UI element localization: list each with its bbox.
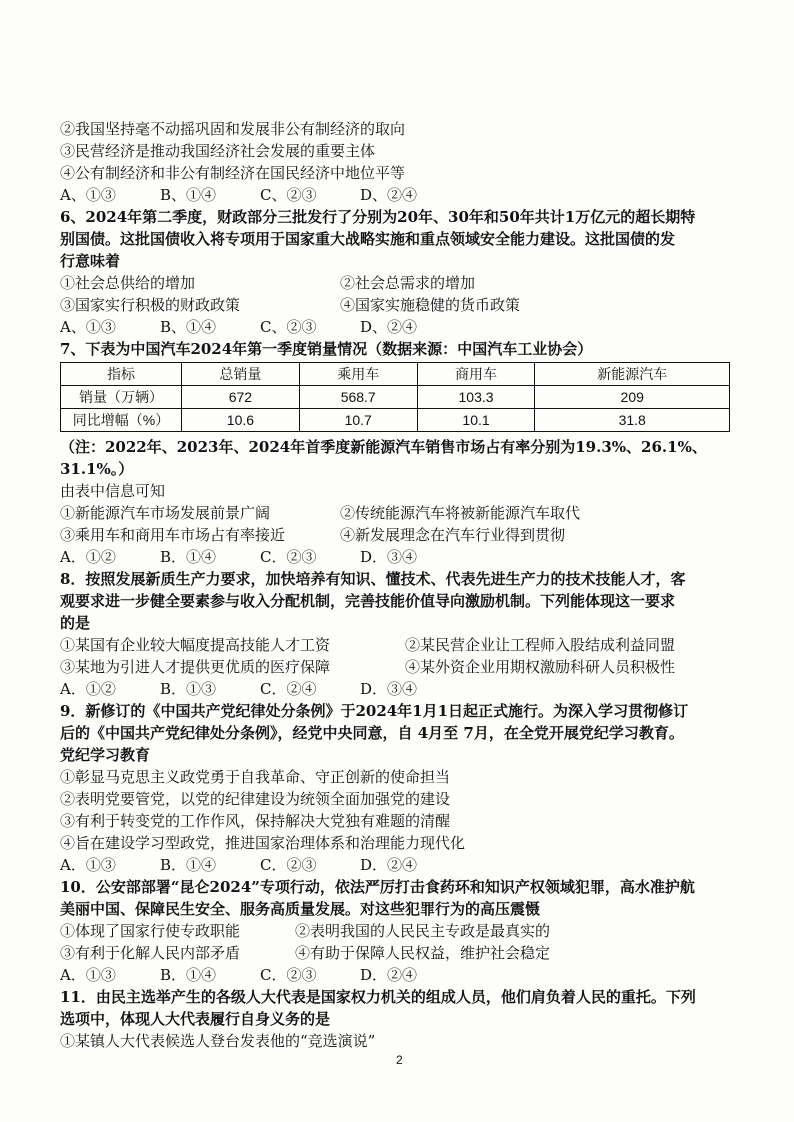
- q8-stem-line-2: 观要求进一步健全要素参与收入分配机制，完善技能价值导向激励机制。下列能体现这一要求: [60, 592, 676, 610]
- table-row: [61, 409, 730, 432]
- q9-option-d: D．②④: [360, 856, 418, 874]
- q10-statement-1: ①体现了国家行使专政职能: [60, 922, 241, 940]
- q8-statements-row-2: [60, 656, 750, 678]
- q7-option-b: B．①④: [160, 548, 217, 566]
- q6-statement-4: ④国家实施稳健的货币政策: [340, 296, 521, 314]
- q11-stem-line-1: 11．由民主选举产生的各级人大代表是国家权力机关的组成人员，他们肩负着人民的重托。下列: [60, 988, 696, 1006]
- table-header: 指标: [61, 363, 182, 386]
- table-cell: 103.3: [417, 386, 535, 409]
- q6-options: [60, 316, 750, 338]
- q10-stem-line-2: 美丽中国、保障民生安全、服务高质量发展。对这些犯罪行为的高压震慑: [60, 900, 541, 918]
- table-cell: 672: [182, 386, 300, 409]
- q11-stem-line-2: 选项中，体现人大代表履行自身义务的是: [60, 1010, 331, 1028]
- q9-statement-2: ②表明党要管党，以党的纪律建设为统领全面加强党的建设: [60, 790, 451, 808]
- q9-statement-1: ①彰显马克思主义政党勇于自我革命、守正创新的使命担当: [60, 768, 451, 786]
- q6-stem-line-1: 6、2024年第二季度，财政部分三批发行了分别为20年、30年和50年共计1万亿元的超长期特: [60, 208, 696, 226]
- q8-statements-row-1: [60, 634, 750, 656]
- table-cell: 销量（万辆）: [61, 386, 182, 409]
- q5-option-c: C、②③: [260, 186, 317, 204]
- q6-option-b: B、①④: [160, 318, 217, 336]
- q8-statement-4: ④某外资企业用期权激励科研人员积极性: [405, 658, 676, 676]
- q8-stem-line-1: 8．按照发展新质生产力要求，加快培养有知识、懂技术、代表先进生产力的技术技能人才，客: [60, 570, 686, 588]
- table-header-row: [61, 363, 730, 386]
- q10-statement-2: ②表明我国的人民民主专政是最真实的: [295, 922, 551, 940]
- q9-option-b: B．①④: [160, 856, 217, 874]
- q7-note-line-1: （注：2022年、2023年、2024年首季度新能源汽车销售市场占有率分别为19.3%、26.1%、: [60, 438, 707, 456]
- q10-statement-3: ③有利于化解人民内部矛盾: [60, 944, 241, 962]
- q11-statement-1: ①某镇人大代表候选人登台发表他的“竞选演说”: [60, 1032, 376, 1050]
- q9-option-c: C．②③: [260, 856, 317, 874]
- table-cell: 209: [535, 386, 730, 409]
- q7-statement-2: ②传统能源汽车将被新能源汽车取代: [340, 504, 581, 522]
- q7-statements-row-1: [60, 502, 750, 524]
- q9-statement-4: ④旨在建设学习型政党，推进国家治理体系和治理能力现代化: [60, 834, 466, 852]
- q7-options: [60, 546, 750, 568]
- q8-statement-2: ②某民营企业让工程师入股结成利益同盟: [405, 636, 676, 654]
- q8-option-a: A．①②: [60, 680, 116, 698]
- q7-statement-4: ④新发展理念在汽车行业得到贯彻: [340, 526, 566, 544]
- q7-statement-3: ③乘用车和商用车市场占有率接近: [60, 526, 286, 544]
- q10-option-a: A．①③: [60, 966, 116, 984]
- q6-option-a: A、①③: [60, 318, 116, 336]
- table-header: 乘用车: [299, 363, 417, 386]
- q8-statement-1: ①某国有企业较大幅度提高技能人才工资: [60, 636, 331, 654]
- q9-stem-line-1: 9．新修订的《中国共产党纪律处分条例》于2024年1月1日起正式施行。为深入学习贯彻修订: [60, 702, 689, 720]
- q10-option-c: C．②③: [260, 966, 317, 984]
- q8-option-c: C．②④: [260, 680, 317, 698]
- q7-sales-table: [60, 362, 730, 432]
- q7-option-d: D．③④: [360, 548, 418, 566]
- table-row: [61, 386, 730, 409]
- q6-stem-line-3: 行意味着: [60, 252, 121, 270]
- q9-options: [60, 854, 750, 876]
- q7-note-line-2: 31.1%。）: [60, 460, 134, 478]
- q8-option-b: B．①③: [160, 680, 217, 698]
- table-cell: 10.6: [182, 409, 300, 432]
- table-cell: 568.7: [299, 386, 417, 409]
- q6-option-d: D、②④: [360, 318, 418, 336]
- table-cell: 10.7: [299, 409, 417, 432]
- page-number: 2: [396, 1053, 403, 1067]
- q5-statement-4: ④公有制经济和非公有制经济在国民经济中地位平等: [60, 164, 406, 182]
- table-header: 商用车: [417, 363, 535, 386]
- q10-statements-row-1: [60, 920, 750, 942]
- table-header: 新能源汽车: [535, 363, 730, 386]
- q7-statements-row-2: [60, 524, 750, 546]
- q5-option-b: B、①④: [160, 186, 217, 204]
- q6-option-c: C、②③: [260, 318, 317, 336]
- q10-option-d: D．②④: [360, 966, 418, 984]
- q8-options: [60, 678, 750, 700]
- q6-statement-1: ①社会总供给的增加: [60, 274, 196, 292]
- q10-statements-row-2: [60, 942, 750, 964]
- q5-statement-2: ②我国坚持毫不动摇巩固和发展非公有制经济的取向: [60, 120, 406, 138]
- q8-stem-line-3: 的是: [60, 614, 91, 632]
- q6-statement-2: ②社会总需求的增加: [340, 274, 476, 292]
- q9-option-a: A．①③: [60, 856, 116, 874]
- q7-option-a: A．①②: [60, 548, 116, 566]
- q6-statements-row-2: [60, 294, 750, 316]
- q7-lead: 由表中信息可知: [60, 482, 166, 500]
- q9-stem-line-3: 党纪学习教育: [60, 746, 151, 764]
- q10-options: [60, 964, 750, 986]
- q9-stem-line-2: 后的《中国共产党纪律处分条例》，经党中央同意，自 4月至 7月，在全党开展党纪学习教育。: [60, 724, 684, 742]
- table-cell: 10.1: [417, 409, 535, 432]
- q5-option-d: D、②④: [360, 186, 418, 204]
- q5-statement-3: ③民营经济是推动我国经济社会发展的重要主体: [60, 142, 376, 160]
- q6-stem-line-2: 别国债。这批国债收入将专项用于国家重大战略实施和重点领域安全能力建设。这批国债的发: [60, 230, 676, 248]
- exam-page: [60, 118, 750, 1052]
- q8-option-d: D．③④: [360, 680, 418, 698]
- q10-stem-line-1: 10．公安部部署“昆仑2024”专项行动，依法严厉打击食药环和知识产权领域犯罪，高水准护航: [60, 878, 695, 896]
- q6-statements-row-1: [60, 272, 750, 294]
- table-cell: 同比增幅（%）: [61, 409, 182, 432]
- table-header: 总销量: [182, 363, 300, 386]
- q5-options: [60, 184, 750, 206]
- q10-statement-4: ④有助于保障人民权益，维护社会稳定: [295, 944, 551, 962]
- q10-option-b: B．①④: [160, 966, 217, 984]
- q5-option-a: A、①③: [60, 186, 116, 204]
- q6-statement-3: ③国家实行积极的财政政策: [60, 296, 241, 314]
- q7-option-c: C．②③: [260, 548, 317, 566]
- q9-statement-3: ③有利于转变党的工作作风，保持解决大党独有难题的清醒: [60, 812, 451, 830]
- q7-stem-line-1: 7、下表为中国汽车2024年第一季度销量情况（数据来源：中国汽车工业协会）: [60, 340, 593, 358]
- table-cell: 31.8: [535, 409, 730, 432]
- q7-statement-1: ①新能源汽车市场发展前景广阔: [60, 504, 271, 522]
- q8-statement-3: ③某地为引进人才提供更优质的医疗保障: [60, 658, 331, 676]
